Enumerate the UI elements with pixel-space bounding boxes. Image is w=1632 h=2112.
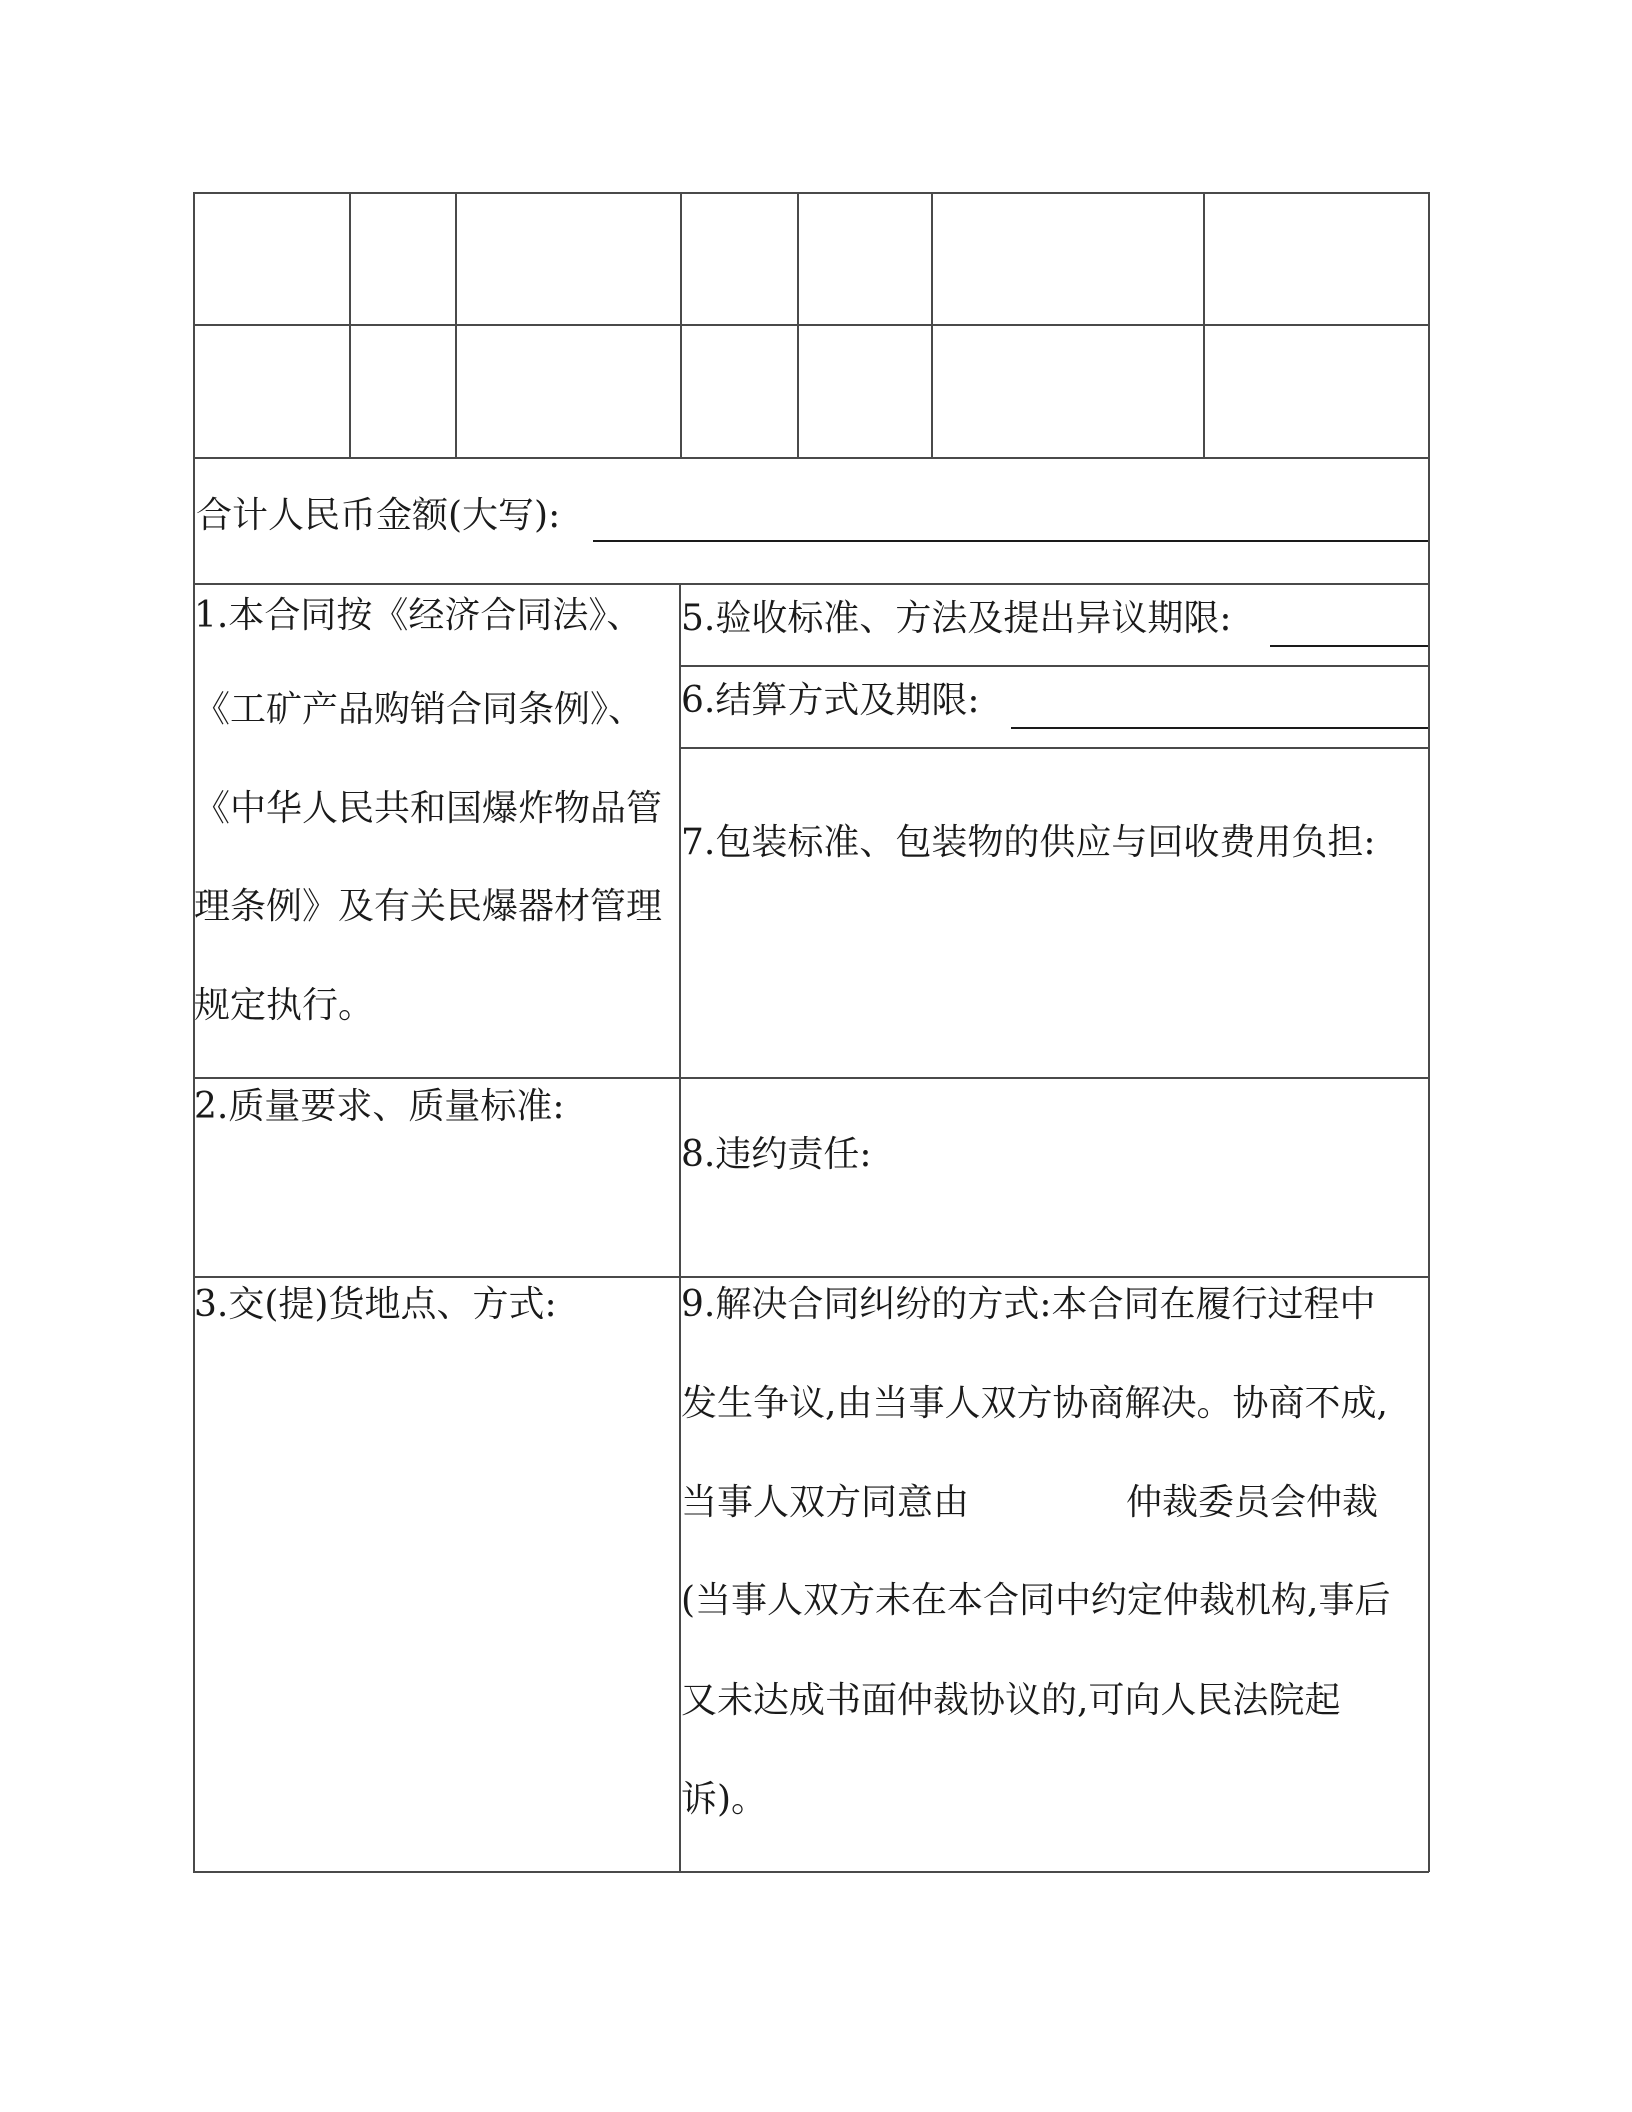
clause-1-line: 《中华人民共和国爆炸物品管	[194, 788, 663, 829]
clause-1-line: 《工矿产品购销合同条例》、	[194, 689, 645, 730]
clause-6-field[interactable]	[1011, 727, 1428, 729]
arbitration-body-field[interactable]	[985, 1481, 1125, 1525]
total-amount-field[interactable]	[593, 540, 1428, 542]
frame-left	[193, 192, 195, 1872]
clause-9-line: (当事人双方未在本合同中约定仲裁机构,事后	[681, 1580, 1391, 1621]
clause-6-label: 6.结算方式及期限:	[681, 680, 980, 721]
clause-column-divider	[679, 583, 681, 1871]
frame-right	[1428, 192, 1430, 1872]
clause-9-line: 9.解决合同纠纷的方式:本合同在履行过程中	[681, 1284, 1376, 1325]
clause-3-label: 3.交(提)货地点、方式:	[194, 1284, 557, 1325]
clause-7-label: 7.包装标准、包装物的供应与回收费用负担:	[681, 822, 1376, 863]
clause-1-line: 理条例》及有关民爆器材管理	[194, 886, 663, 927]
clause-9-line: 又未达成书面仲裁协议的,可向人民法院起	[681, 1680, 1341, 1721]
clause-1-line: 规定执行。	[194, 985, 375, 1026]
clause-5-field[interactable]	[1270, 645, 1428, 647]
total-amount-label: 合计人民币金额(大写):	[196, 495, 561, 536]
clause-9-line: 当事人双方同意由	[681, 1482, 970, 1523]
clause-9-line: 诉)。	[681, 1779, 768, 1820]
clause-5-label: 5.验收标准、方法及提出异议期限:	[681, 598, 1232, 639]
clause-9-line: 仲裁委员会仲裁	[1126, 1482, 1379, 1523]
frame-bottom	[193, 1871, 1429, 1873]
clause-1-line: 1.本合同按《经济合同法》、	[194, 595, 643, 636]
clause-8-label: 8.违约责任:	[681, 1134, 872, 1175]
clause-9-line: 发生争议,由当事人双方协商解决。协商不成,	[681, 1383, 1388, 1424]
clause-2-label: 2.质量要求、质量标准:	[194, 1086, 565, 1127]
